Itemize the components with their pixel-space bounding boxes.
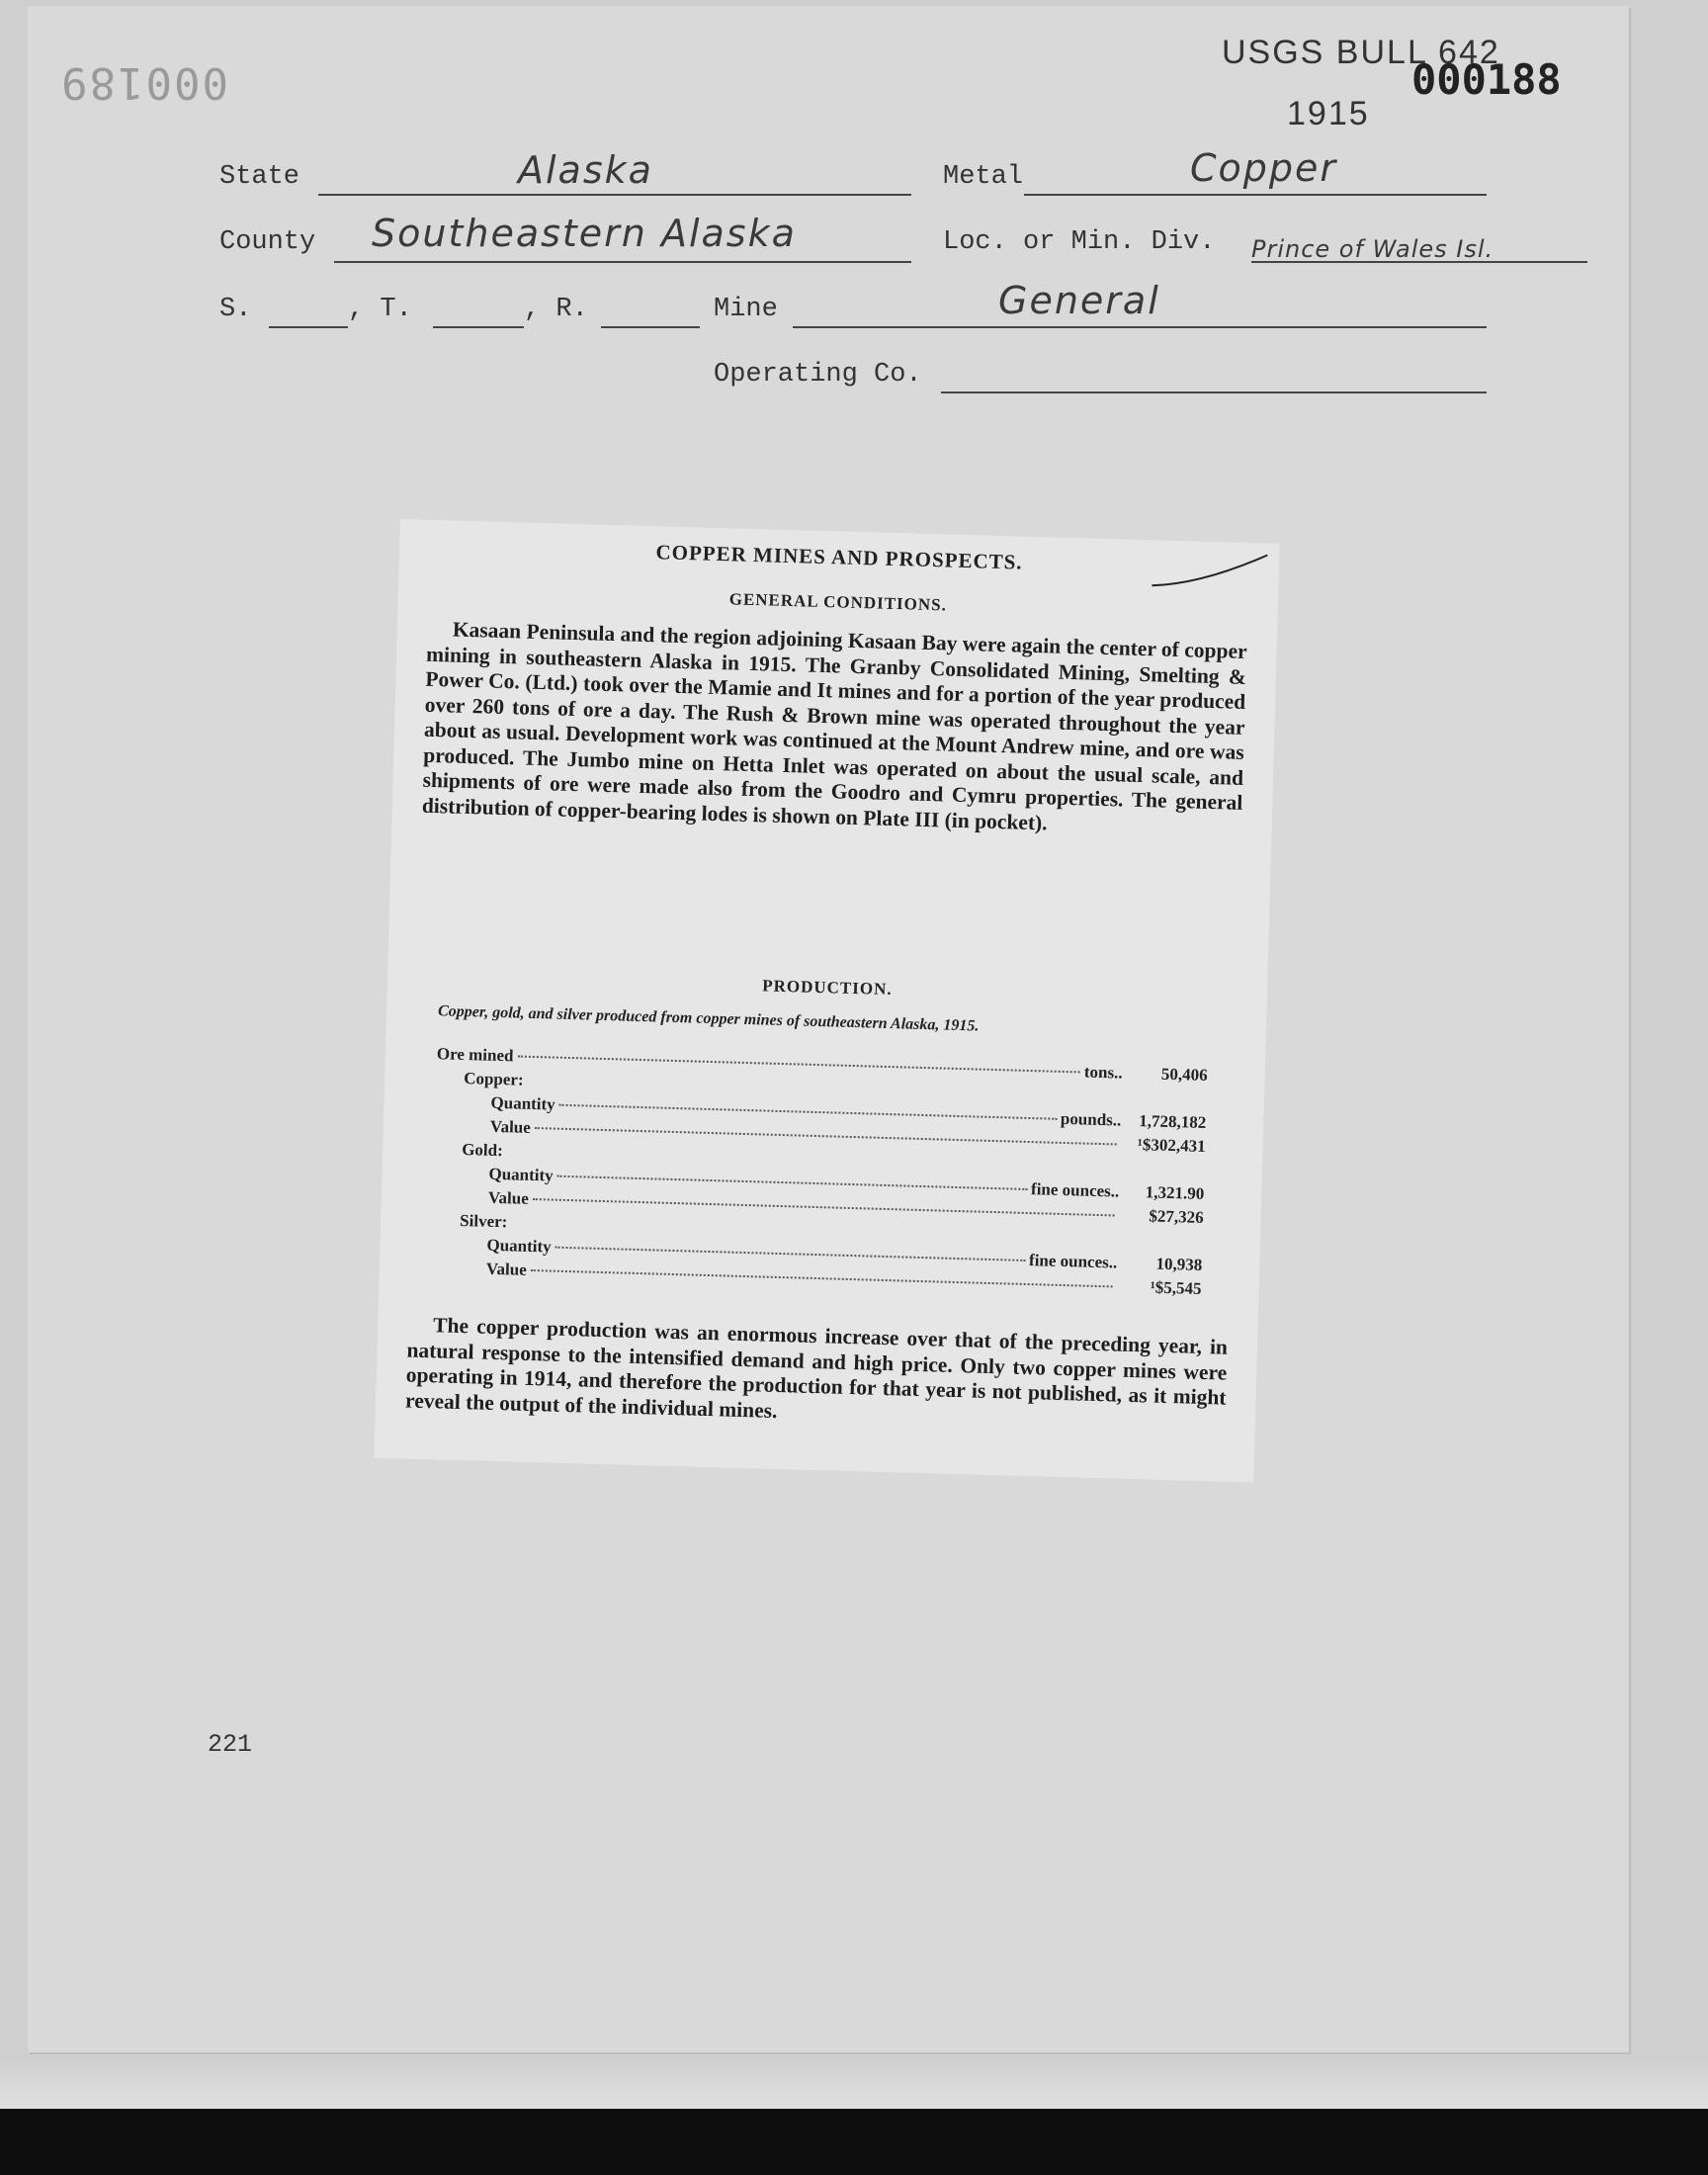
operating-co-label: Operating Co. bbox=[714, 360, 922, 390]
county-label: County bbox=[219, 227, 316, 257]
row-label: Ore mined bbox=[436, 1044, 514, 1066]
row-label: Silver: bbox=[459, 1210, 508, 1232]
row-label: Quantity bbox=[488, 1164, 554, 1185]
metal-line bbox=[1024, 194, 1487, 196]
township-label: , T. bbox=[348, 295, 412, 324]
loc-value: Prince of Wales Isl. bbox=[1251, 235, 1494, 263]
scan-edge bbox=[0, 2056, 1708, 2109]
range-label: , R. bbox=[524, 295, 588, 324]
general-conditions-paragraph: Kasaan Peninsula and the region adjoining Kasaan Bay were again the center of copper mining in southeastern Alaska in 1915. The Granby Consolidated Mining, Smelting & Power Co. (Ltd.) took over the Mamie and It mines and for a portion of the year produced over 260 tons of ore a day. The Rush & Brown mine was operated throughout the year about as usual. Development work was continued at the Mount Andrew mine, and ore was produced. The Jumbo mine on Hetta Inlet was operated on about the usual scale, and shipments of ore were made also from the Goodro and Cymru properties. The general distribution of copper-bearing lodes is shown on Plate III (in pocket). bbox=[421, 617, 1247, 834]
county-line bbox=[334, 261, 911, 263]
operating-co-line bbox=[941, 392, 1487, 393]
section-heading-general: GENERAL CONDITIONS. bbox=[728, 589, 948, 615]
row-unit: fine ounces.. bbox=[1028, 1251, 1118, 1272]
row-value: 1,728,182 bbox=[1139, 1111, 1207, 1132]
row-label: Gold: bbox=[461, 1139, 504, 1161]
row-value: ¹$302,431 bbox=[1137, 1135, 1206, 1156]
range-line bbox=[601, 326, 700, 328]
left-stamp: 000189 bbox=[59, 57, 228, 108]
row-value: 10,938 bbox=[1155, 1254, 1203, 1274]
row-value: 1,321.90 bbox=[1145, 1182, 1205, 1203]
scan-border bbox=[0, 2109, 1708, 2175]
metal-label: Metal bbox=[943, 162, 1024, 192]
row-label: Copper: bbox=[463, 1069, 524, 1089]
row-unit: pounds.. bbox=[1060, 1108, 1122, 1130]
mine-line bbox=[793, 326, 1487, 328]
metal-value: Copper bbox=[1190, 146, 1338, 190]
row-unit: tons.. bbox=[1083, 1062, 1123, 1083]
production-paragraph: The copper production was an enormous increase over that of the preceding year, in natural response to the intensified demand and high price. Only two copper mines were operating in 1914, and therefore the production for that year is not published, as it might reveal the output of the individual mines. bbox=[404, 1313, 1229, 1423]
township-line bbox=[433, 326, 524, 328]
section-label: S. bbox=[219, 295, 252, 324]
row-value: ¹$5,545 bbox=[1150, 1277, 1202, 1298]
clipping-title: COPPER MINES AND PROSPECTS. bbox=[655, 540, 1023, 574]
section-heading-production: PRODUCTION. bbox=[761, 976, 893, 1000]
state-value: Alaska bbox=[518, 148, 653, 192]
state-label: State bbox=[219, 162, 300, 192]
loc-label: Loc. or Min. Div. bbox=[943, 227, 1216, 257]
table-caption: Copper, gold, and silver produced from copper mines of southeastern Alaska, 1915. bbox=[437, 1002, 980, 1035]
row-value: 50,406 bbox=[1160, 1064, 1208, 1086]
county-value: Southeastern Alaska bbox=[372, 212, 797, 255]
year-label: 1915 bbox=[1287, 95, 1370, 132]
row-label: Value bbox=[489, 1116, 532, 1137]
row-value: $27,326 bbox=[1149, 1206, 1204, 1227]
report-clipping bbox=[374, 519, 1279, 1482]
row-label: Value bbox=[487, 1187, 530, 1208]
row-unit: fine ounces.. bbox=[1030, 1179, 1120, 1201]
page-number: 221 bbox=[208, 1730, 253, 1759]
right-stamp: 000188 bbox=[1411, 55, 1562, 104]
mine-label: Mine bbox=[714, 295, 778, 324]
row-label: Value bbox=[485, 1259, 528, 1279]
row-label: Quantity bbox=[486, 1235, 552, 1257]
mine-value: General bbox=[998, 279, 1160, 322]
row-label: Quantity bbox=[490, 1092, 555, 1114]
bulletin-reference: USGS BULL 642 bbox=[1222, 34, 1500, 71]
section-line bbox=[269, 326, 348, 328]
state-line bbox=[318, 194, 911, 196]
